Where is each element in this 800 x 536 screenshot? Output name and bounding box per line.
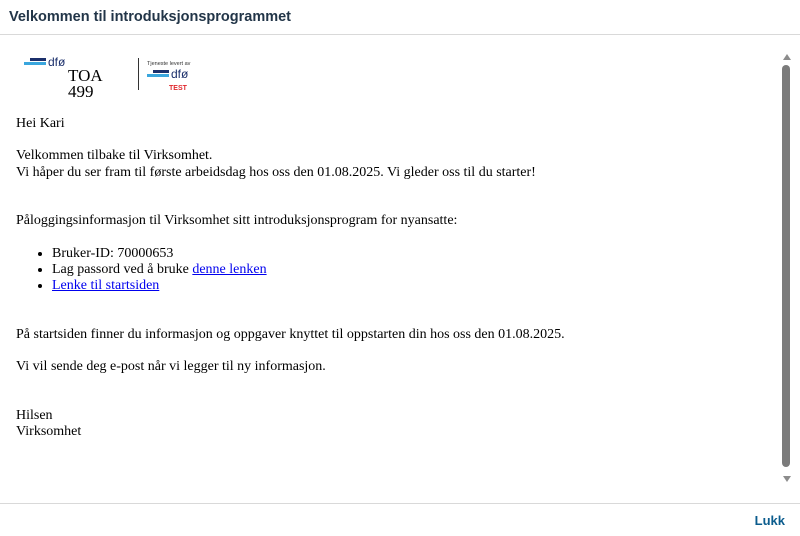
dfo-bars-icon — [147, 70, 169, 78]
provider-dfo-text: dfø — [171, 67, 189, 81]
password-link[interactable]: denne lenken — [192, 262, 267, 278]
close-button[interactable]: Lukk — [754, 512, 785, 528]
greeting: Hei Kari — [16, 116, 65, 131]
dialog-title: Velkommen til introduksjonsprogrammet — [9, 9, 291, 25]
provider-dfo-mark — [147, 68, 188, 80]
logo-banner — [24, 52, 760, 102]
dialog-body[interactable] — [0, 36, 800, 503]
dialog-footer — [0, 503, 800, 536]
welcome-line-2: Vi håper du ser fram til første arbeidsdag hos oss den 01.08.2025. Vi gleder oss til du starter! — [16, 164, 536, 180]
logo-divider — [138, 58, 139, 90]
email-note: Vi vil sende deg e-post når vi legger til ny informasjon. — [16, 359, 326, 375]
regards: Hilsen — [16, 407, 53, 423]
dfo-bars-icon — [24, 58, 46, 66]
signature: Virksomhet — [16, 424, 82, 440]
provider-logo — [147, 54, 217, 94]
scroll-down-arrow-icon[interactable] — [783, 476, 791, 482]
dfo-logo-mark — [24, 56, 65, 68]
list-item-password — [52, 262, 760, 278]
password-prefix: Lag passord ved å bruke — [52, 262, 193, 278]
provider-tagline: Tjeneste levert av — [147, 61, 191, 67]
dialog-header — [0, 0, 800, 35]
login-info-list — [16, 246, 760, 295]
message-content — [0, 36, 776, 503]
welcome-line-1: Velkommen tilbake til Virksomhet. — [16, 148, 213, 164]
start-page-link[interactable]: Lenke til startsiden — [52, 278, 160, 294]
test-badge: TEST — [169, 85, 187, 92]
login-info-intro: Påloggingsinformasjon til Virksomhet sitt introduksjonsprogram for nyansatte: — [16, 213, 458, 229]
scrollbar-thumb[interactable] — [782, 65, 790, 467]
list-item-start-link — [52, 278, 760, 294]
welcome-text — [16, 148, 760, 181]
toa-logo — [24, 54, 128, 102]
product-name: TOA 499 — [68, 66, 102, 102]
list-item-user-id: • Bruker-ID: 70000653 — [52, 246, 760, 262]
dfo-logo-text: dfø — [48, 55, 66, 69]
signature-block — [16, 408, 760, 441]
startside-info: På startsiden finner du informasjon og oppgaver knyttet til oppstarten din hos oss den 01.08.2025. — [16, 326, 565, 342]
vertical-scrollbar[interactable] — [776, 36, 800, 503]
scroll-up-arrow-icon[interactable] — [783, 54, 791, 60]
